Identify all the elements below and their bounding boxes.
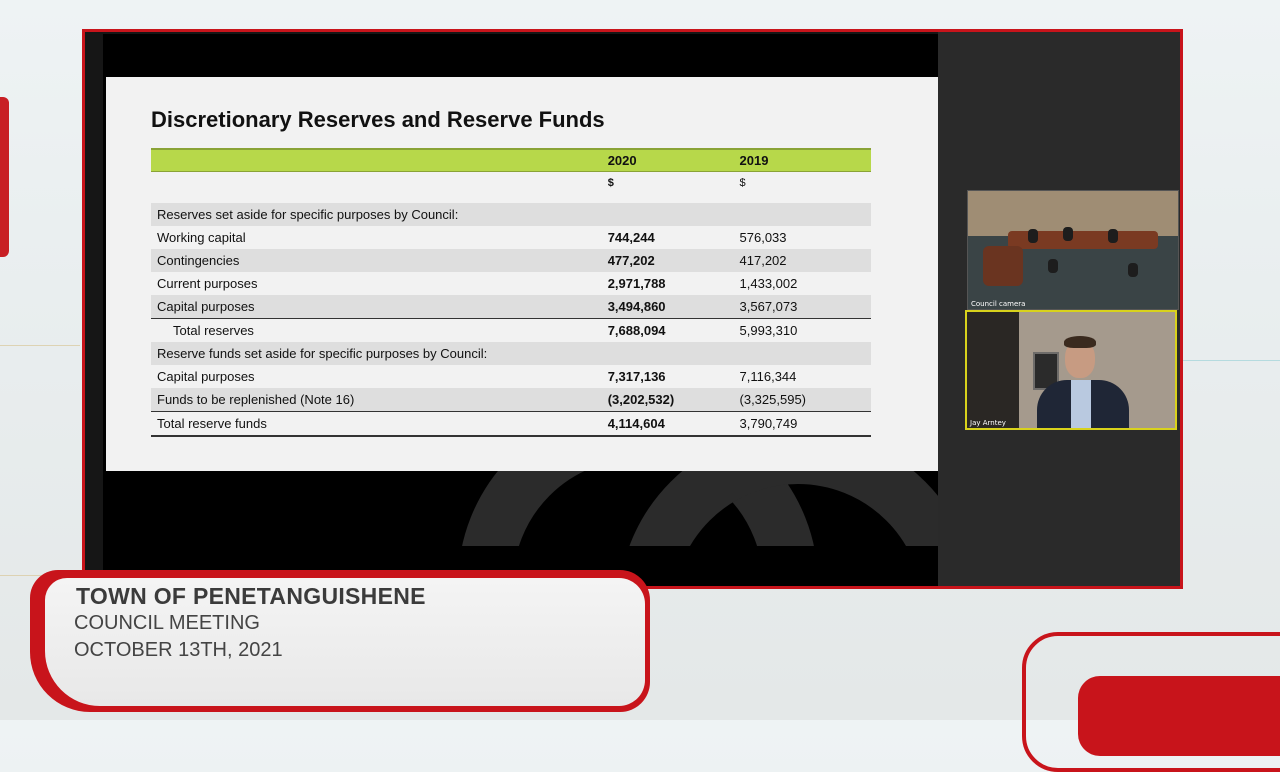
table-row — [151, 295, 871, 319]
table-row — [151, 249, 871, 272]
row-label: Current purposes — [157, 276, 258, 291]
table-row — [151, 388, 871, 412]
reserves-table — [151, 148, 871, 437]
table-row-total — [151, 319, 871, 343]
units-2019: $ — [739, 177, 746, 189]
row-value-2020: 7,688,094 — [602, 319, 734, 343]
row-value-2019: 576,033 — [739, 230, 787, 245]
row-label: Funds to be replenished (Note 16) — [151, 388, 602, 412]
row-value-2019: 7,116,344 — [739, 369, 797, 384]
presentation-slide — [106, 77, 940, 471]
table-row-total — [151, 412, 871, 437]
red-accent-left — [0, 97, 9, 257]
row-value-2020: (3,202,532) — [602, 388, 734, 412]
speaker-camera-feed[interactable] — [965, 310, 1177, 430]
row-value-2020: 4,114,604 — [602, 412, 734, 437]
row-label: Capital purposes — [151, 295, 602, 319]
video-frame — [82, 29, 1183, 589]
table-row — [151, 226, 871, 249]
row-value-2019: 5,993,310 — [734, 319, 871, 343]
table-header-row — [151, 149, 871, 172]
row-label: Capital purposes — [157, 369, 255, 384]
lower-third-date: OCTOBER 13TH, 2021 — [74, 639, 283, 661]
row-label: Total reserves — [151, 319, 602, 343]
units-2020: $ — [607, 177, 614, 189]
background-line — [1183, 360, 1280, 361]
red-outline-bottom-right — [1022, 632, 1280, 772]
row-value-2020: 744,244 — [607, 230, 655, 245]
row-label: Total reserve funds — [151, 412, 602, 437]
row-label: Reserve funds set aside for specific purposes by Council: — [151, 342, 602, 365]
slide-title: Discretionary Reserves and Reserve Funds — [151, 107, 605, 132]
row-value-2019 — [734, 203, 871, 226]
row-value-2020: 477,202 — [602, 249, 734, 272]
header-2019: 2019 — [734, 149, 871, 172]
table-row — [151, 342, 871, 365]
row-value-2020 — [602, 203, 734, 226]
row-label: Reserves set aside for specific purposes by Council: — [151, 203, 602, 226]
row-value-2020 — [602, 342, 734, 365]
header-2020: 2020 — [602, 149, 734, 172]
table-units-row — [151, 172, 871, 195]
row-value-2020: 3,494,860 — [602, 295, 734, 319]
row-value-2019: 417,202 — [734, 249, 871, 272]
row-label: Contingencies — [151, 249, 602, 272]
row-value-2019: 3,790,749 — [734, 412, 871, 437]
camera-label: Council camera — [971, 300, 1026, 308]
background-line — [0, 345, 80, 346]
row-value-2019: 1,433,002 — [739, 276, 798, 291]
lower-third-title: TOWN OF PENETANGUISHENE — [76, 583, 426, 609]
row-label: Working capital — [157, 230, 246, 245]
table-row — [151, 272, 871, 295]
table-row — [151, 365, 871, 388]
lower-third-subtitle: COUNCIL MEETING — [74, 612, 260, 634]
row-value-2020: 2,971,788 — [607, 276, 666, 291]
row-value-2019: (3,325,595) — [734, 388, 871, 412]
table-row — [151, 203, 871, 226]
speaker-name-label: Jay Arntey — [970, 419, 1006, 427]
row-value-2020: 7,317,136 — [607, 369, 666, 384]
row-value-2019: 3,567,073 — [734, 295, 871, 319]
council-camera-feed[interactable] — [967, 190, 1179, 310]
row-value-2019 — [734, 342, 871, 365]
